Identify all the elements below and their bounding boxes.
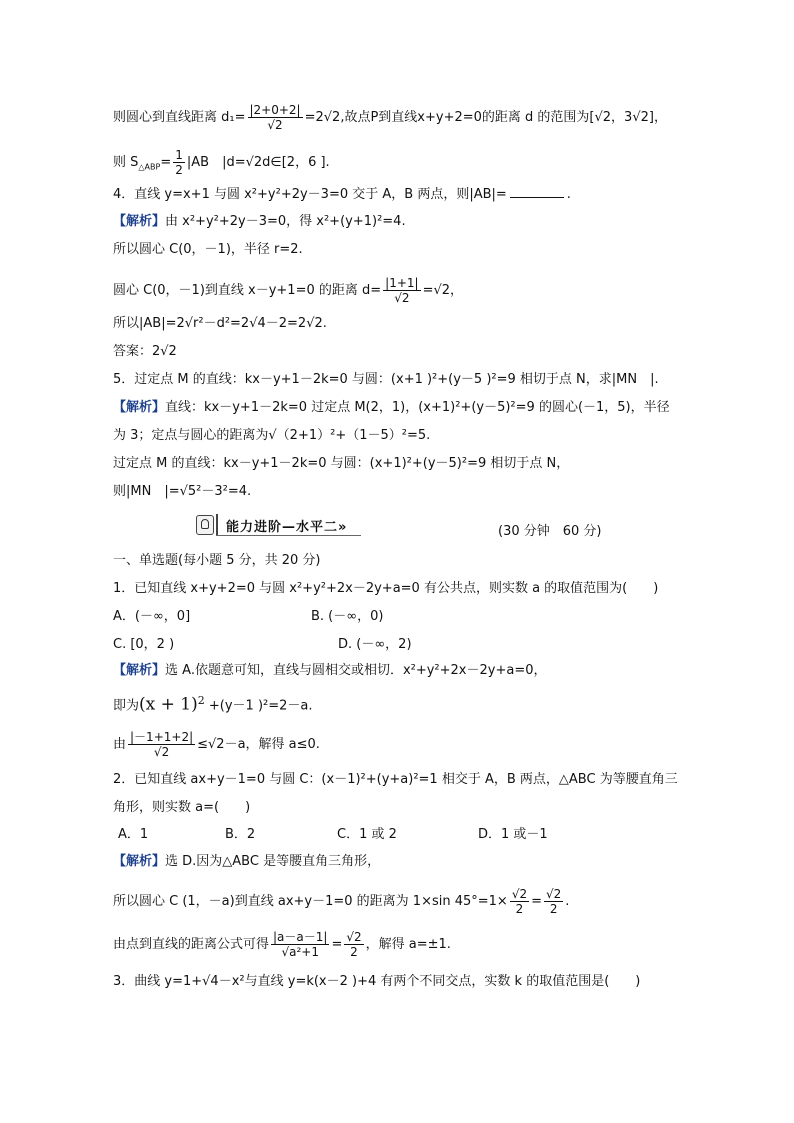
question-2-stem: 2．已知直线 ax+y－1=0 与圆 C：(x－1)²+(y+a)²=1 相交于 A，B 两点，△ABC 为等腰直角三 <box>113 772 678 787</box>
banner-bar <box>216 514 363 536</box>
fraction-numerator: √2 <box>511 887 528 901</box>
text-span: . <box>566 187 571 202</box>
fraction-denominator: 2 <box>515 902 524 916</box>
option-c[interactable]: C．1 或 2 <box>337 827 397 842</box>
text-span: ，解得 a=±1. <box>365 937 451 952</box>
question-1-stem: 1．已知直线 x+y+2=0 与圆 x²+y²+2x－2y+a=0 有公共点，则实数 a 的取值范围为( ) <box>113 581 659 596</box>
time-score: (30 分钟 60 分) <box>498 524 602 539</box>
text-line <box>113 930 451 959</box>
text-span: =√2， <box>422 283 464 298</box>
text-span: +(y－1 )²=2－a. <box>204 698 313 714</box>
text-line: 为 3；定点与圆心的距离为√（2+1）²+（1－5）²=5. <box>113 428 431 443</box>
solution-tag: 【解析】 <box>113 854 166 869</box>
question-3-stem: 3．曲线 y=1+√4－x²与直线 y=k(x－2 )+4 有两个不同交点，实数 k 的取值范围是( ) <box>113 974 641 989</box>
question-5-stem: 5．过定点 M 的直线：kx－y+1－2k=0 与圆：(x+1 )²+(y－5 )²=9 相切于点 N，求|MN |. <box>113 372 659 387</box>
text-line <box>113 887 569 916</box>
double-chevron-icon: » <box>338 520 348 535</box>
option-c[interactable]: C. [0，2 ) <box>113 637 175 652</box>
text-span: 则 S <box>113 155 139 170</box>
fraction-denominator: √2 <box>153 745 170 759</box>
subscript: △ABP <box>138 162 161 172</box>
option-d[interactable]: D. (－∞，2) <box>338 637 412 652</box>
question-5-solution <box>113 399 670 417</box>
text-span: 选 A.依题意可知，直线与圆相交或相切．x²+y²+2x－2y+a=0， <box>165 663 547 678</box>
text-line <box>113 103 667 132</box>
text-span: 直线：kx－y+1－2k=0 过定点 M(2，1)，(x+1)²+(y－5)²=9 的圆心(－1，5)，半径 <box>165 400 670 415</box>
text-line <box>113 730 320 759</box>
banner-title-text: 能力进阶—水平二 <box>226 520 339 535</box>
fraction-numerator: |a－a－1| <box>273 930 328 944</box>
superscript: 2 <box>197 694 205 707</box>
text-span: |AB |d=√2d∈[2，6 ]. <box>186 155 330 170</box>
text-span: 由点到直线的距离公式可得 <box>113 937 270 952</box>
fraction-numerator: |－1+1+2| <box>130 730 194 744</box>
text-span: =2√2,故点P到直线x+y+2=0的距离 d 的范围为[√2，3√2]， <box>304 110 667 125</box>
fraction-denominator: 2 <box>175 163 183 177</box>
option-b[interactable]: B．2 <box>225 827 256 842</box>
text-line: 所以圆心 C(0，－1)，半径 r=2. <box>113 242 303 257</box>
text-span: 4．直线 y=x+1 与圆 x²+y²+2y－3=0 交于 A，B 两点，则|AB|= <box>113 187 507 202</box>
fraction-numerator: 1 <box>175 148 183 162</box>
question-4-solution <box>113 213 406 231</box>
text-span: 圆心 C(0，－1)到直线 x－y+1=0 的距离 d= <box>113 283 382 298</box>
solution-tag: 【解析】 <box>113 663 166 678</box>
solution-tag: 【解析】 <box>113 400 166 415</box>
option-d[interactable]: D．1 或－1 <box>478 827 548 842</box>
text-line <box>113 692 313 715</box>
text-span: = <box>160 155 172 170</box>
solution-tag: 【解析】 <box>113 214 166 229</box>
answer-blank[interactable] <box>510 185 564 198</box>
text-line <box>113 276 463 305</box>
question-2-solution <box>113 853 380 871</box>
fraction <box>344 930 363 959</box>
text-line: 则|MN |=√5²－3²=4. <box>113 484 252 499</box>
fraction <box>173 148 185 177</box>
question-2-stem-cont: 角形，则实数 a=( ) <box>113 800 251 815</box>
option-b[interactable]: B. (－∞，0) <box>311 609 384 624</box>
fraction-numerator: √2 <box>546 887 562 901</box>
fraction-denominator: √2 <box>394 291 410 305</box>
question-1-solution <box>113 662 547 680</box>
fraction-numerator: √2 <box>346 930 362 944</box>
text-span: . <box>565 894 570 909</box>
option-a[interactable]: A．1 <box>118 827 149 842</box>
question-4-stem <box>113 185 571 204</box>
part-title: 一、单选题(每小题 5 分，共 20 分) <box>113 553 321 568</box>
fraction <box>271 930 329 959</box>
fraction-denominator: 2 <box>549 902 558 916</box>
banner-title <box>226 516 347 535</box>
fraction <box>510 887 529 916</box>
section-banner <box>196 514 366 536</box>
fraction <box>128 730 195 759</box>
text-span: ≤√2－a，解得 a≤0. <box>197 737 320 752</box>
text-span: 由 <box>113 737 127 752</box>
banner-underline <box>216 535 361 536</box>
text-span: 所以圆心 C (1，－a)到直线 ax+y－1=0 的距离为 1×sin 45°=1× <box>113 894 508 909</box>
text-span: = <box>331 937 343 952</box>
answer-line: 答案：2√2 <box>113 344 177 359</box>
text-span: 由 x²+y²+2y－3=0，得 x²+(y+1)²=4. <box>165 214 406 229</box>
option-a[interactable]: A．(－∞，0] <box>113 609 191 624</box>
math-expression: (x + 1) <box>139 694 198 715</box>
fraction-denominator: √a²+1 <box>281 945 319 959</box>
fraction-numerator: |2+0+2| <box>249 103 301 117</box>
lightbulb-icon <box>196 515 214 535</box>
fraction <box>544 887 563 916</box>
text-span: = <box>531 894 543 909</box>
text-span: 选 D.因为△ABC 是等腰直角三角形， <box>165 854 381 869</box>
text-span: 即为 <box>113 698 140 714</box>
text-line: 过定点 M 的直线：kx－y+1－2k=0 与圆：(x+1)²+(y－5)²=9 相切于点 N， <box>113 456 570 471</box>
text-line <box>113 148 330 177</box>
fraction-denominator: √2 <box>267 118 283 132</box>
text-span: 则圆心到直线距离 d₁= <box>113 110 246 125</box>
fraction <box>383 276 420 305</box>
fraction-numerator: |1+1| <box>385 276 419 290</box>
fraction <box>248 103 303 132</box>
text-line: 所以|AB|=2√r²－d²=2√4－2=2√2. <box>113 316 327 331</box>
fraction-denominator: 2 <box>350 945 358 959</box>
